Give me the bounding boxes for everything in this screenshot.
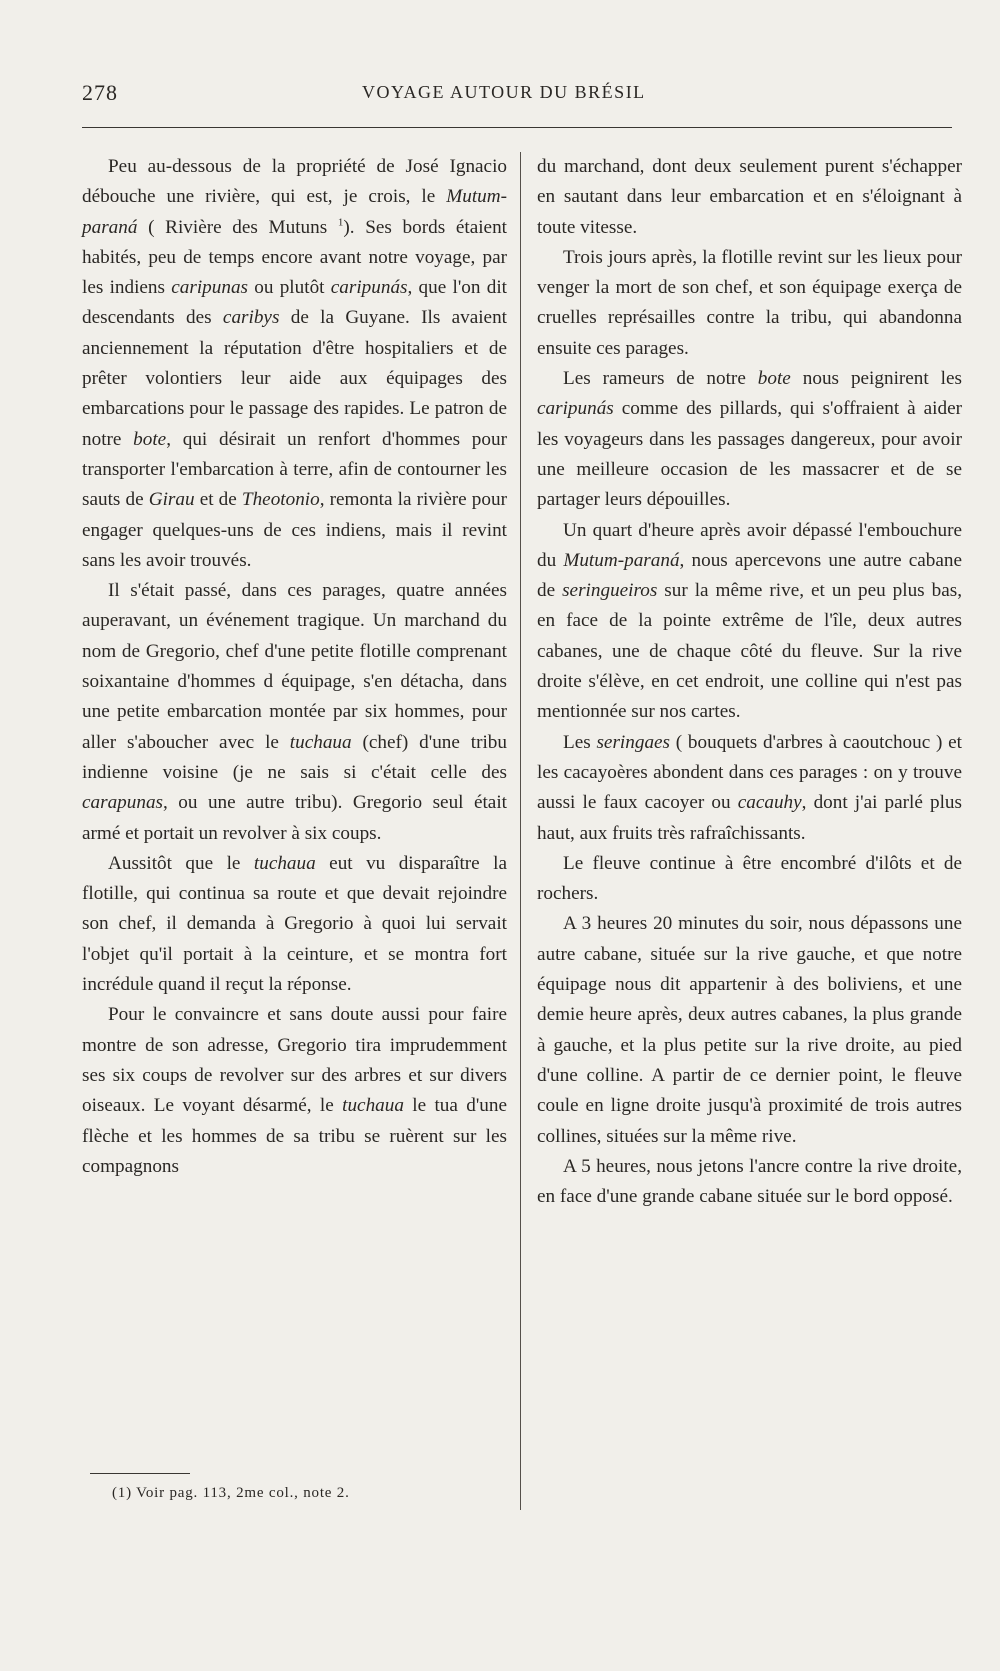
- text: de la Guyane. Ils avaient anciennement la réputation d'être hospitaliers et de prêter volontiers leur aide aux équipages des embarcations pour le passage des rapides. Le patron de notre: [82, 307, 507, 450]
- text: comme des pillards, qui s'offraient à aider les voyageurs dans les passages dangereux, pour avoir une meilleure occasion de les massacrer et de se partager leurs dépouilles.: [537, 398, 962, 511]
- italic-term: Mutum-paraná: [82, 186, 507, 238]
- italic-term: Theotonio: [241, 489, 320, 511]
- text: , ou une autre tribu). Gregorio seul était armé et portait un revolver à six coups.: [82, 792, 507, 844]
- paragraph: [537, 909, 962, 1151]
- text: ( bouquets d'arbres à caoutchouc ) et les cacayoères abondent dans ces parages : on y trouve aussi le faux cacoyer ou: [537, 731, 962, 814]
- footnote: (1) Voir pag. 113, 2me col., note 2.: [112, 1485, 350, 1501]
- text: Peu au-dessous de la propriété de José Ignacio débouche une rivière, qui est, je crois, le: [82, 156, 507, 208]
- left-column: [82, 152, 507, 1182]
- paragraph: [82, 152, 507, 576]
- italic-term: seringueiros: [562, 580, 658, 602]
- text: A 3 heures 20 minutes du soir, nous dépassons une autre cabane, située sur la rive gauche, et que notre équipage nous dit appartenir à des boliviens, et une demie heure après, deux autres cabanes, la plus grande à gauche, et la plus petite sur la rive droite, au pied d'une colline. A partir de ce dernier point, le fleuve coule en ligne droite jusqu'à proximité de trois autres collines, situées sur la même rive.: [537, 913, 962, 1147]
- page-header: [82, 80, 952, 114]
- text: Aussitôt que le: [108, 852, 254, 874]
- text: Les rameurs de notre: [563, 368, 758, 390]
- italic-term: caripunás: [537, 398, 614, 420]
- italic-term: Girau: [148, 489, 195, 511]
- paragraph: [537, 728, 962, 849]
- text: nous peignirent les: [790, 368, 962, 390]
- text: le tua d'une flèche et les hommes de sa tribu se ruèrent sur les compagnons: [82, 1095, 508, 1177]
- italic-term: seringaes: [596, 731, 671, 753]
- text: A 5 heures, nous jetons l'ancre contre la rive droite, en face d'une grande cabane située sur le bord opposé.: [537, 1155, 962, 1208]
- italic-term: tuchaua: [253, 852, 316, 874]
- right-column: [537, 152, 962, 1212]
- footnote-rule: [90, 1473, 190, 1474]
- text: et de: [194, 489, 242, 511]
- italic-term: caribys: [222, 307, 280, 329]
- paragraph: [82, 1000, 507, 1182]
- paragraph: [537, 516, 962, 728]
- page-number: 278: [82, 80, 118, 105]
- text: , remonta la rivière pour engager quelques-uns de ces indiens, mais il revint sans les avoir trouvés.: [82, 489, 507, 571]
- italic-term: caripunás: [330, 277, 408, 299]
- text: Pour le convaincre et sans doute aussi pour faire montre de son adresse, Gregorio tira imprudemment ses six coups de revolver sur des arbres et sur divers oiseaux. Le voyant désarmé, le: [82, 1004, 507, 1117]
- paragraph: [537, 152, 962, 243]
- paragraph: [82, 576, 507, 849]
- text: ( Rivière des Mutuns: [137, 216, 338, 238]
- text: sur la même rive, et un peu plus bas, en face de la pointe extrême de l'île, deux autres cabanes, une de chaque côté du fleuve. Sur la rive droite s'élève, en cet endroit, une colline qui n'est pas mentionnée sur nos cartes.: [537, 580, 962, 723]
- paragraph: [82, 849, 507, 1000]
- text: eut vu disparaître la flotille, qui continua sa route et que devait rejoindre son chef, il demanda à Gregorio à quoi lui servait l'objet qu'il portait à la ceinture, et se montra fort incrédule quand il reçut la réponse.: [82, 852, 507, 996]
- running-title: VOYAGE AUTOUR DU BRÉSIL: [362, 82, 646, 102]
- text: Trois jours après, la flotille revint sur les lieux pour venger la mort de son chef, et son équipage exerça de cruelles représailles contre la tribu, qui abandonna ensuite ces parages.: [537, 246, 962, 359]
- footnote-marker: 1: [337, 216, 344, 229]
- text: ou plutôt: [248, 277, 331, 299]
- text: (chef) d'une tribu indienne voisine (je ne sais si c'était celle des: [82, 731, 507, 783]
- italic-term: tuchaua: [289, 731, 352, 753]
- text: Un quart d'heure après avoir dépassé l'embouchure du: [537, 519, 962, 571]
- italic-term: caripunas: [171, 277, 249, 299]
- italic-term: Mutum-paraná: [563, 549, 680, 571]
- paragraph: [537, 364, 962, 515]
- italic-term: bote: [757, 368, 791, 390]
- text: , dont j'ai parlé plus haut, aux fruits très rafraîchissants.: [537, 792, 962, 844]
- paragraph: [537, 1152, 962, 1213]
- header-rule: [82, 127, 952, 128]
- text: , que l'on dit descendants des: [82, 277, 507, 329]
- text: Le fleuve continue à être encombré d'ilôts et de rochers.: [537, 852, 962, 905]
- italic-term: tuchaua: [342, 1095, 404, 1117]
- paragraph: [537, 849, 962, 910]
- paragraph: [537, 243, 962, 364]
- text: Les: [563, 731, 597, 753]
- text: , qui désirait un renfort d'hommes pour transporter l'embarcation à terre, afin de contourner les sauts de: [82, 428, 507, 511]
- text: du marchand, dont deux seulement purent s'échapper en sautant dans leur embarcation et en s'éloignant à toute vitesse.: [537, 156, 962, 238]
- italic-term: cacauhy: [737, 792, 802, 814]
- column-divider: [520, 152, 521, 1510]
- text: , nous apercevons une autre cabane de: [537, 549, 962, 602]
- text: ). Ses bords étaient habités, peu de temps encore avant notre voyage, par les indiens: [82, 216, 507, 299]
- italic-term: carapunas: [82, 792, 164, 814]
- text: Il s'était passé, dans ces parages, quatre années auperavant, un événement tragique. Un marchand du nom de Gregorio, chef d'une petite flotille comprenant soixantaine d'hommes d équipage, s'en détacha, dans une petite embarcation montée par six hommes, pour aller s'aboucher avec le: [82, 580, 507, 753]
- italic-term: bote: [133, 428, 167, 450]
